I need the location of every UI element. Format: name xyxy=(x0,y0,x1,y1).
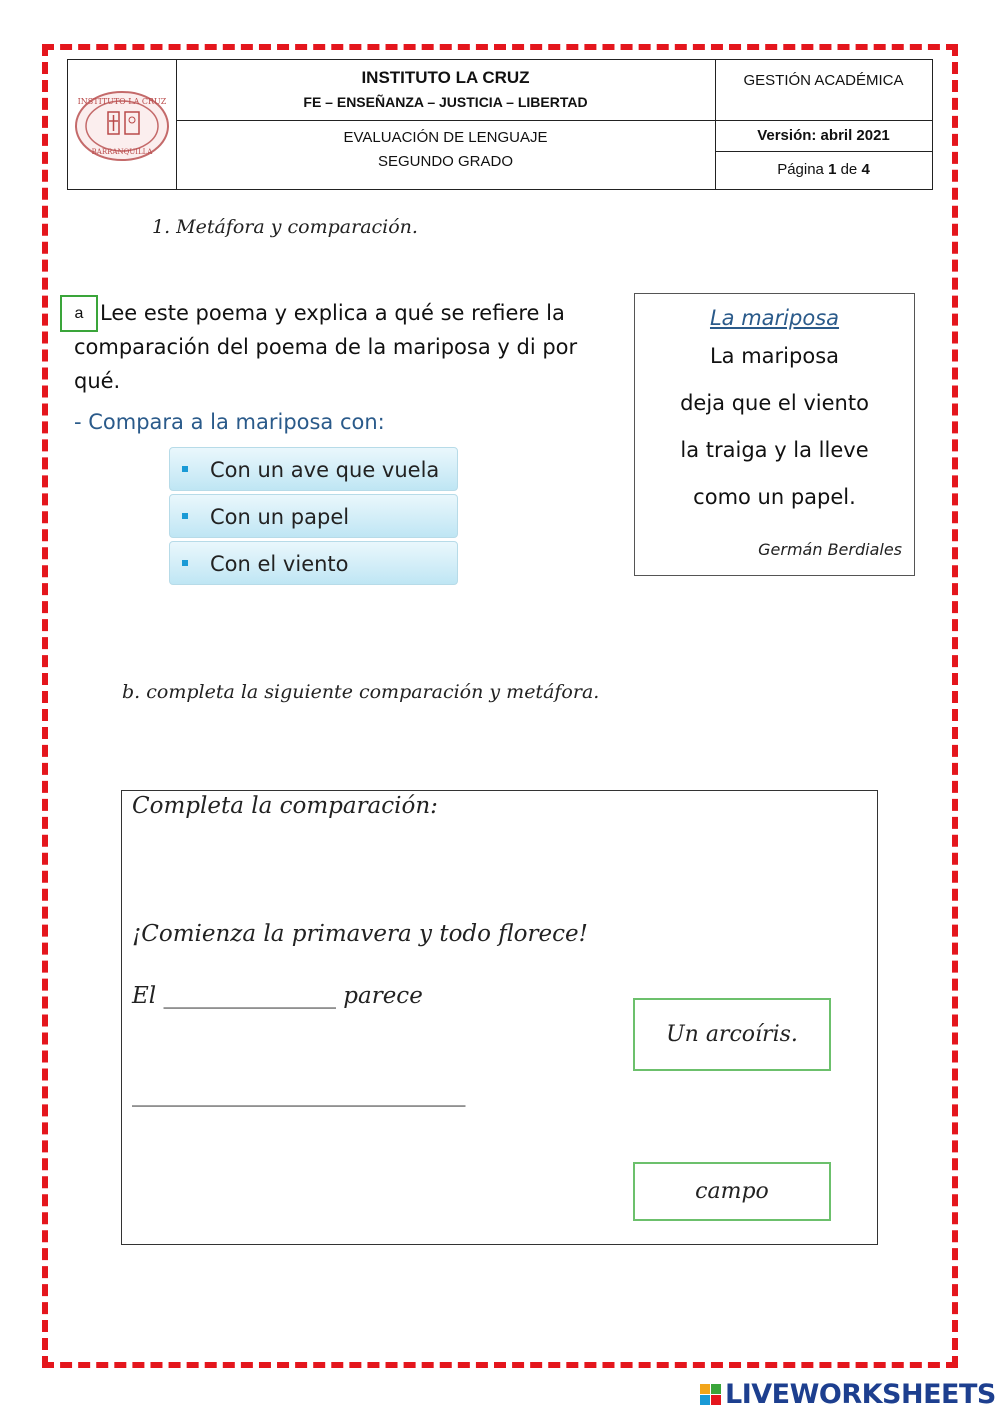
page-of: de xyxy=(840,161,858,178)
bullet-icon xyxy=(182,466,188,472)
document-header xyxy=(67,59,933,190)
poem-title: La mariposa xyxy=(709,306,840,330)
option-2 xyxy=(169,494,458,538)
poem-author: Germán Berdiales xyxy=(758,540,902,559)
answer-box-a[interactable]: a xyxy=(60,295,98,332)
part-a-instruction: Lee este poema y explica a qué se refiere la comparación del poema de la mariposa y di por qué. xyxy=(74,301,578,393)
logo-text-top: INSTITUTO LA CRUZ xyxy=(77,97,167,106)
institution-name: INSTITUTO LA CRUZ xyxy=(361,68,530,87)
option-2-label: Con un papel xyxy=(210,505,350,529)
institution-motto: FE – ENSEÑANZA – JUSTICIA – LIBERTAD xyxy=(303,94,588,110)
department-label: GESTIÓN ACADÉMICA xyxy=(743,72,904,89)
poem-line: la traiga y la lleve xyxy=(680,438,869,462)
header-meta-cell xyxy=(715,60,932,189)
draggable-answer-arcoiris[interactable]: Un arcoíris. xyxy=(633,998,831,1071)
bullet-icon xyxy=(182,513,188,519)
poem-line: como un papel. xyxy=(693,485,856,509)
poem-line: deja que el viento xyxy=(680,391,869,415)
exercise-blank-line: _____________________________ xyxy=(132,1081,466,1107)
liveworksheets-icon xyxy=(700,1384,721,1405)
compare-prompt: - Compara a la mariposa con: xyxy=(74,410,385,434)
grade-label: SEGUNDO GRADO xyxy=(377,153,513,170)
brand-text: LIVEWORKSHEETS xyxy=(725,1378,996,1410)
draggable-answer-campo[interactable]: campo xyxy=(633,1162,831,1221)
exercise-sentence-1: ¡Comienza la primavera y todo florece! xyxy=(132,921,588,947)
exercise-title: Completa la comparación: xyxy=(132,793,438,819)
version-label: Versión: abril 2021 xyxy=(757,127,890,144)
poem-line: La mariposa xyxy=(709,344,840,368)
school-logo-cell xyxy=(68,60,177,189)
section-1-title: 1. Metáfora y comparación. xyxy=(152,216,418,238)
part-b-instruction: b. completa la siguiente comparación y metáfora. xyxy=(122,681,600,703)
page-total: 4 xyxy=(861,161,870,178)
page-indicator xyxy=(715,152,932,188)
liveworksheets-logo xyxy=(700,1377,996,1411)
option-1-label: Con un ave que vuela xyxy=(210,458,440,482)
option-1 xyxy=(169,447,458,491)
option-3-label: Con el viento xyxy=(210,552,349,576)
exam-title: EVALUACIÓN DE LENGUAJE xyxy=(343,129,548,146)
poem-box xyxy=(634,293,915,576)
page-current: 1 xyxy=(828,161,837,178)
logo-text-bottom: BARRANQUILLA xyxy=(91,148,153,156)
exercise-sentence-2: El _______________ parece xyxy=(132,983,423,1009)
school-logo xyxy=(68,60,176,189)
header-title-cell xyxy=(176,60,716,189)
page-prefix: Página xyxy=(777,161,824,178)
option-3 xyxy=(169,541,458,585)
bullet-icon xyxy=(182,560,188,566)
